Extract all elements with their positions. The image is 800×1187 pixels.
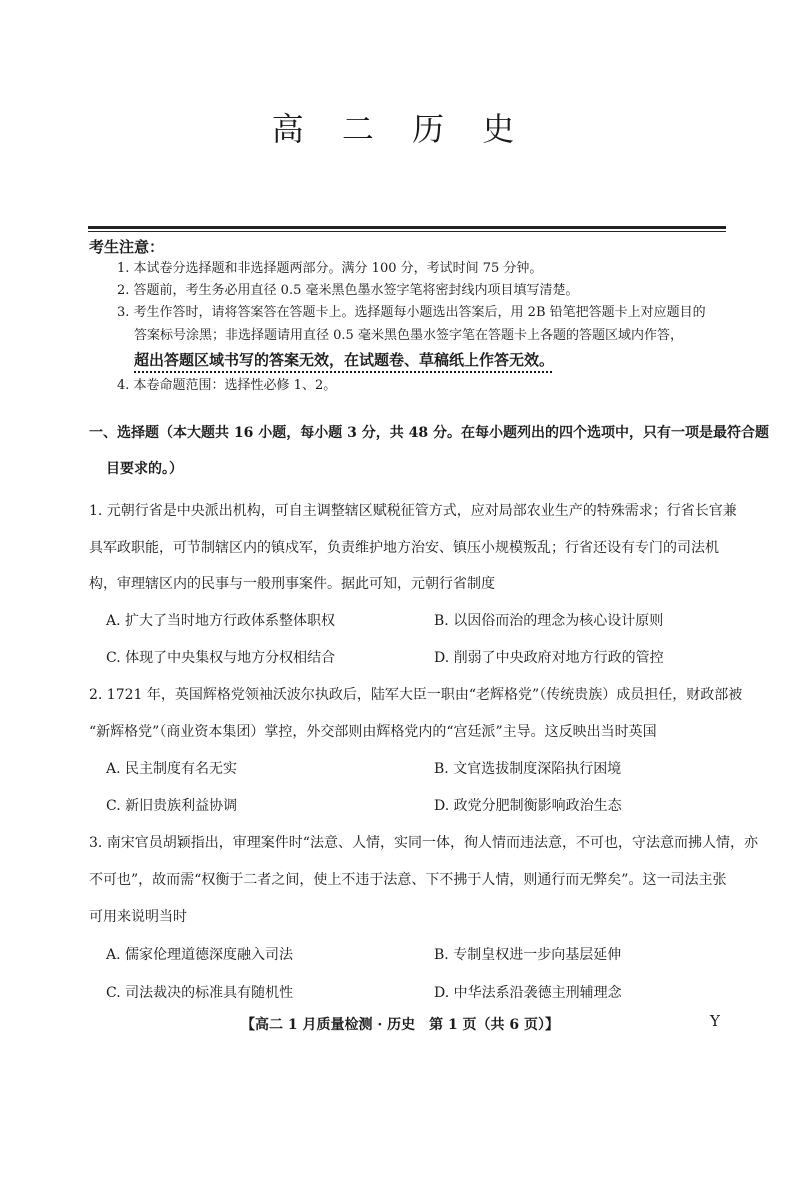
question-3-line: 可用来说明当时 <box>89 909 187 925</box>
notice-heading: 考生注意： <box>89 238 165 256</box>
question-3-option-b: B. 专制皇权进一步向基层延伸 <box>434 947 622 963</box>
question-3-option-c: C. 司法裁决的标准具有随机性 <box>106 985 294 1001</box>
notice-emphasis: 超出答题区域书写的答案无效，在试题卷、草稿纸上作答无效。 <box>134 351 555 369</box>
question-2-line: “新辉格党”（商业资本集团）掌控，外交部则由辉格党内的“宫廷派”主导。这反映出当时英国 <box>89 724 657 740</box>
question-1-line: 具军政职能，可节制辖区内的镇戍军，负责维护地方治安、镇压小规模叛乱；行省还设有专门的司法机 <box>89 540 719 556</box>
question-1-option-c: C. 体现了中央集权与地方分权相结合 <box>106 650 336 666</box>
page-footer: 【高二 1 月质量检测 · 历史 第 1 页（共 6 页）】 <box>240 1017 560 1033</box>
notice-item-4: 4. 本卷命题范围：选择性必修 1、2。 <box>117 378 337 393</box>
header-divider-thin <box>88 231 726 232</box>
question-1-line: 1. 元朝行省是中央派出机构，可自主调整辖区赋税征管方式，应对局部农业生产的特殊需求；行省长官兼 <box>89 503 737 519</box>
question-1-option-d: D. 削弱了中央政府对地方行政的管控 <box>434 650 664 666</box>
question-2-option-b: B. 文官选拔制度深陷执行困境 <box>434 761 622 777</box>
question-1-option-b: B. 以因俗而治的理念为核心设计原则 <box>434 613 664 629</box>
question-1-option-a: A. 扩大了当时地方行政体系整体职权 <box>106 613 336 629</box>
question-2-option-c: C. 新旧贵族利益协调 <box>106 798 238 814</box>
question-3-line: 不可也”，故而需“权衡于二者之间，使上不违于法意、下不拂于人情，则通行而无弊矣”。这一司法主张 <box>89 872 727 888</box>
question-2-option-a: A. 民主制度有名无实 <box>106 761 238 777</box>
question-2-option-d: D. 政党分肥制衡影响政治生态 <box>434 798 622 814</box>
notice-item-3: 3. 考生作答时，请将答案答在答题卡上。选择题每小题选出答案后，用 2B 铅笔把答题卡上对应题目的 <box>117 305 706 320</box>
version-mark: Y <box>710 1012 720 1030</box>
question-1-line: 构，审理辖区内的民事与一般刑事案件。据此可知，元朝行省制度 <box>89 576 495 592</box>
question-2-line: 2. 1721 年，英国辉格党领袖沃波尔执政后，陆军大臣一职由“老辉格党”（传统贵族）成员担任，财政部被 <box>89 687 743 703</box>
notice-item-3-cont: 答案标号涂黑；非选择题请用直径 0.5 毫米黑色墨水签字笔在答题卡上各题的答题区域内作答， <box>134 328 683 343</box>
question-3-option-d: D. 中华法系沿袭德主刑辅理念 <box>434 985 622 1001</box>
question-3-option-a: A. 儒家伦理道德深度融入司法 <box>106 947 294 963</box>
section-heading-cont: 目要求的。） <box>106 461 183 477</box>
question-3-line: 3. 南宋官员胡颖指出，审理案件时“法意、人情，实同一体，徇人情而违法意，不可也，守法意而拂人情，亦 <box>89 835 758 851</box>
notice-item-2: 2. 答题前，考生务必用直径 0.5 毫米黑色墨水签字笔将密封线内项目填写清楚。 <box>117 283 579 298</box>
notice-item-1: 1. 本试卷分选择题和非选择题两部分。满分 100 分，考试时间 75 分钟。 <box>117 261 543 276</box>
section-heading: 一、选择题（本大题共 16 小题，每小题 3 分，共 48 分。在每小题列出的四个选项中，只有一项是最符合题 <box>89 425 769 441</box>
header-divider <box>88 226 726 229</box>
page-title: 高 二 历 史 <box>271 110 529 148</box>
